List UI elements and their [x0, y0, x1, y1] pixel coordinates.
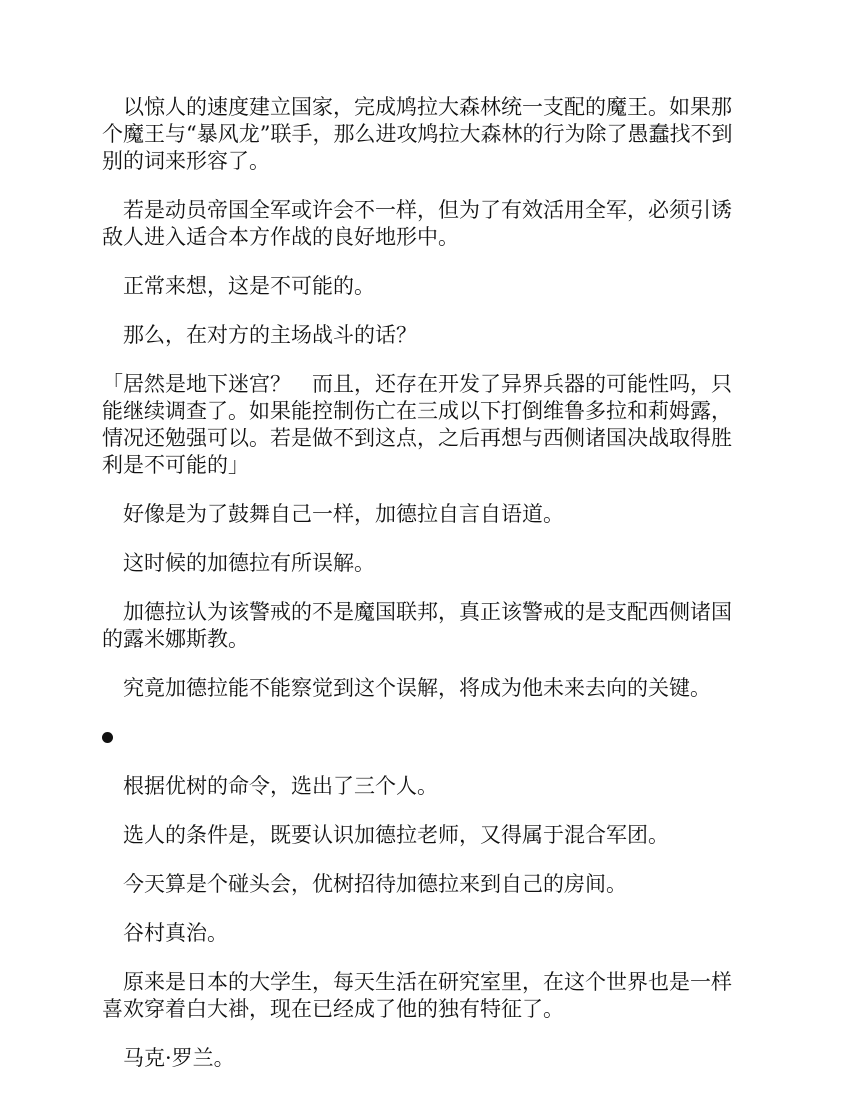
- bullet-icon: [102, 732, 113, 743]
- paragraph: 以惊人的速度建立国家，完成鸠拉大森林统一支配的魔王。如果那个魔王与“暴风龙”联手，那么进攻鸠拉大森林的行为除了愚蠢找不到别的词来形容了。: [102, 95, 733, 173]
- paragraph: 好像是为了鼓舞自己一样，加德拉自言自语道。: [123, 502, 564, 526]
- paragraph: 那么，在对方的主场战斗的话？: [123, 323, 417, 347]
- paragraph: 原来是日本的大学生，每天生活在研究室里，在这个世界也是一样喜欢穿着白大褂，现在已经成了他的独有特征了。: [102, 970, 732, 1021]
- paragraph: 今天算是个碰头会，优树招待加德拉来到自己的房间。: [123, 872, 627, 896]
- paragraph: 马克·罗兰。: [123, 1046, 235, 1070]
- document-body: [102, 94, 744, 1094]
- paragraph: 选人的条件是，既要认识加德拉老师，又得属于混合军团。: [123, 823, 669, 847]
- paragraph: 正常来想，这是不可能的。: [123, 274, 375, 298]
- paragraph: 若是动员帝国全军或许会不一样，但为了有效活用全军，必须引诱敌人进入适合本方作战的良好地形中。: [102, 198, 732, 249]
- paragraph: 加德拉认为该警戒的不是魔国联邦，真正该警戒的是支配西侧诸国的露米娜斯教。: [102, 600, 732, 651]
- paragraph: 究竟加德拉能不能察觉到这个误解，将成为他未来去向的关键。: [123, 676, 711, 700]
- paragraph: 谷村真治。: [123, 921, 228, 945]
- dialogue-paragraph: 「居然是地下迷宫？ 而且，还存在开发了异界兵器的可能性吗，只能继续调查了。如果能控制伤亡在三成以下打倒维鲁多拉和莉姆露，情况还勉强可以。若是做不到这点，之后再想与西侧诸国决战取得胜利是不可能的」: [102, 372, 732, 477]
- section-separator: [102, 724, 744, 751]
- paragraph: 根据优树的命令，选出了三个人。: [123, 774, 438, 798]
- paragraph: 这时候的加德拉有所误解。: [123, 551, 375, 575]
